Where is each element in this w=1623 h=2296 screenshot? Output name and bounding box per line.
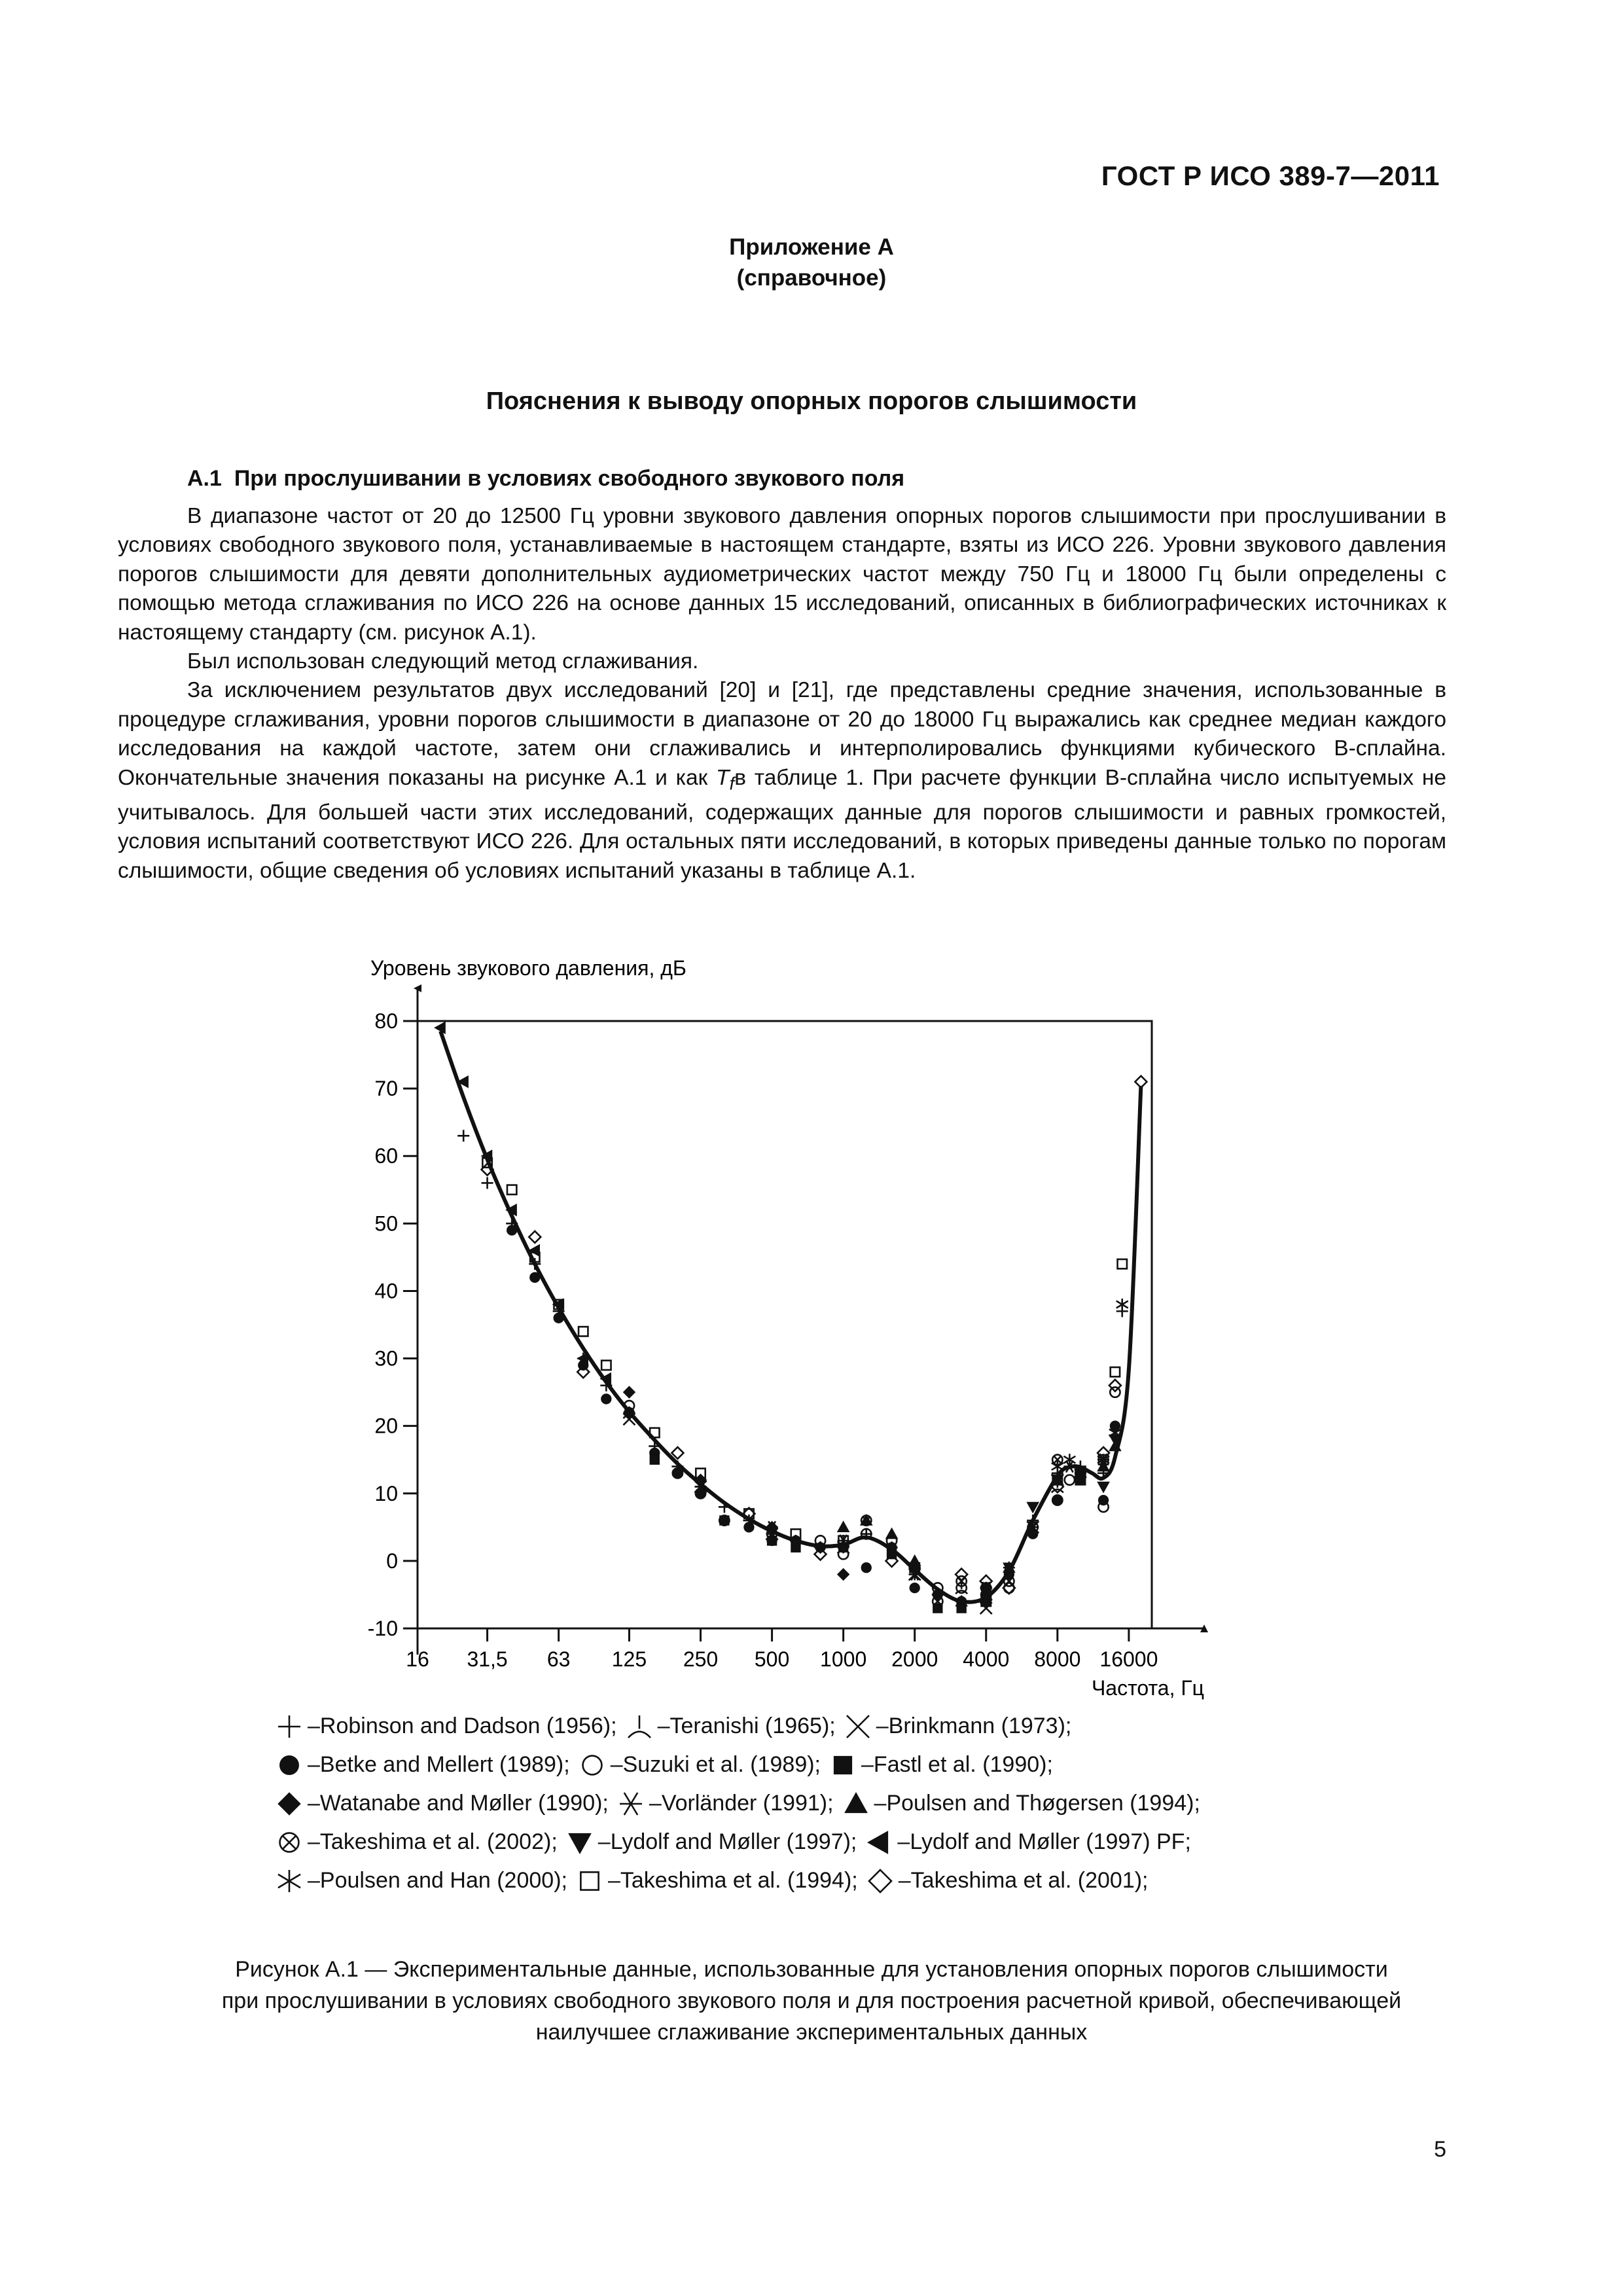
- y-tick-label: 70: [374, 1077, 398, 1101]
- subsection-number: А.1: [187, 466, 222, 491]
- y-tick-label: 10: [374, 1481, 398, 1505]
- data-point-circle-filled: [601, 1394, 611, 1404]
- chart-curve-layer: [440, 1031, 1141, 1602]
- legend-item: [275, 1828, 558, 1857]
- legend-label: Vorländer (1991);: [661, 1791, 834, 1816]
- data-point-diamond-filled: [623, 1386, 635, 1398]
- x-tick-label: 1000: [820, 1647, 867, 1671]
- legend-item: [616, 1789, 834, 1818]
- y-tick-label: 20: [374, 1414, 398, 1438]
- caption-line-3: наилучшее сглаживание экспериментальных данных: [535, 2020, 1088, 2045]
- asterisk-marker-icon: [275, 1867, 304, 1895]
- x-marker-icon: [844, 1712, 872, 1741]
- x-tick-label: 16000: [1099, 1647, 1158, 1671]
- data-point-circle-filled: [744, 1522, 754, 1532]
- x-tick-label: 2000: [891, 1647, 938, 1671]
- chart-points-layer: [435, 1022, 1147, 1614]
- legend-marker: [580, 1872, 598, 1890]
- legend-row: [275, 1784, 1348, 1823]
- y-axis-label: Уровень звукового давления, дБ: [370, 956, 687, 980]
- annex-title: Приложение А: [729, 234, 894, 260]
- legend-label: Poulsen and Thøgersen (1994);: [886, 1791, 1200, 1816]
- legend-separator: –: [308, 1713, 320, 1738]
- data-point-circle-filled: [861, 1563, 871, 1573]
- data-point-triangle-filled: [838, 1521, 849, 1532]
- plus-marker-icon: [275, 1712, 304, 1741]
- legend-separator: –: [308, 1868, 320, 1893]
- data-point-circle-filled: [554, 1313, 563, 1323]
- legend-item: [565, 1828, 857, 1857]
- legend-item: [865, 1828, 1191, 1857]
- legend-marker: [834, 1756, 851, 1774]
- y-tick-label: 50: [374, 1211, 398, 1236]
- legend-label: Watanabe and Møller (1990);: [319, 1791, 609, 1816]
- y-tick-label: 30: [374, 1346, 398, 1371]
- legend-marker: [847, 1715, 869, 1738]
- legend-item: [829, 1751, 1053, 1780]
- legend-separator: –: [861, 1752, 874, 1777]
- x-tick-label: 125: [611, 1647, 647, 1671]
- data-point-circle-filled: [530, 1272, 540, 1282]
- paragraph-2: Был использован следующий метод сглаживания.: [187, 649, 699, 674]
- legend-marker: [280, 1755, 299, 1774]
- x-tick-label: 8000: [1034, 1647, 1081, 1671]
- legend-marker: [628, 1715, 651, 1738]
- legend-marker: [845, 1793, 867, 1813]
- legend-row: [275, 1823, 1348, 1861]
- figure-caption: [118, 1954, 1505, 2048]
- data-point-triangle-filled: [886, 1528, 898, 1539]
- legend-item: [275, 1712, 617, 1741]
- data-point-plus: [719, 1501, 730, 1513]
- page-number: 5: [1434, 2137, 1446, 2162]
- x-tick-label: 4000: [963, 1647, 1010, 1671]
- data-point-plus: [457, 1130, 469, 1141]
- legend-marker: [620, 1793, 642, 1815]
- y-tick-label: 0: [386, 1549, 398, 1573]
- legend-item: [275, 1751, 570, 1780]
- legend-separator: –: [657, 1713, 670, 1738]
- legend-marker: [869, 1870, 891, 1892]
- standard-code: ГОСТ Р ИСО 389-7—2011: [1101, 160, 1440, 191]
- data-point-diamond-open: [529, 1231, 541, 1243]
- y-tick-label: -10: [367, 1617, 398, 1640]
- legend-separator: –: [898, 1868, 911, 1893]
- caption-line-1: Рисунок А.1 — Экспериментальные данные, использованные для установления опорных порогов слышимости: [235, 1957, 1388, 1982]
- legend-label: Lydolf and Møller (1997);: [610, 1829, 857, 1854]
- legend-marker: [278, 1793, 300, 1815]
- legend-label: Lydolf and Møller (1997) PF;: [910, 1829, 1191, 1854]
- legend-marker: [278, 1715, 300, 1738]
- data-point-circle-filled: [507, 1225, 517, 1235]
- data-point-diamond-filled: [838, 1569, 849, 1581]
- legend-separator: –: [607, 1868, 620, 1893]
- circle-filled-marker-icon: [275, 1751, 304, 1780]
- data-point-square-open: [601, 1361, 611, 1370]
- subsection-title: При прослушивании в условиях свободного звукового поля: [234, 466, 905, 491]
- chart-axes: [368, 988, 1204, 1671]
- square-open-marker-icon: [575, 1867, 604, 1895]
- data-point-circle-filled: [910, 1583, 919, 1592]
- diamond-filled-marker-icon: [275, 1789, 304, 1818]
- legend-marker: [582, 1755, 601, 1774]
- data-point-square-open: [1118, 1259, 1127, 1268]
- triangle-filled-marker-icon: [842, 1789, 870, 1818]
- legend-item: [275, 1789, 609, 1818]
- legend-item: [578, 1751, 821, 1780]
- section-title: Пояснения к выводу опорных порогов слышимости: [486, 387, 1137, 415]
- data-point-square-filled: [767, 1536, 776, 1545]
- data-point-square-open: [579, 1327, 588, 1336]
- legend-separator: –: [649, 1791, 662, 1816]
- legend-item: [866, 1867, 1149, 1895]
- legend-marker: [278, 1870, 300, 1892]
- legend-label: Brinkmann (1973);: [888, 1713, 1072, 1738]
- x-axis-label: Частота, Гц: [1091, 1676, 1204, 1700]
- legend-item: [844, 1712, 1072, 1741]
- legend-marker: [569, 1833, 591, 1854]
- data-point-plus: [482, 1177, 493, 1189]
- legend-label: Poulsen and Han (2000);: [319, 1868, 567, 1893]
- smoothed-threshold-curve: [440, 1031, 1141, 1602]
- data-point-square-open: [1111, 1367, 1120, 1376]
- circle-x-marker-icon: [275, 1828, 304, 1857]
- legend-row: [275, 1861, 1348, 1900]
- legend-separator: –: [308, 1829, 320, 1854]
- paragraph-3-start: За исключением результатов двух исследований [20] и [21], где представлены средние значения, использованные в процедуре сглаживания, уровни порогов слышимости в диапазоне от 20 до 18000 Гц выражались как среднее медиан каждого исследования на каждой частоте, затем они сглаживались и интерполировались функциями кубического В-сплайна. Окончательные значения показаны на рисунке А.1 и как: [118, 678, 1446, 790]
- data-point-square-filled: [650, 1455, 659, 1464]
- paragraph-3-end: в таблице 1. При расчете функции В-сплайна число испытуемых не учитывалось. Для большей части этих исследований, содержащих данные для порогов слышимости и равных громкостей, условия испытаний соответствуют ИСО 226. Для остальных пяти исследований, в которых приведены данные только по порогам слышимости, общие сведения об условиях испытаний указаны в таблице А.1.: [118, 765, 1446, 883]
- legend-marker: [280, 1833, 299, 1852]
- data-point-asterisk: [1116, 1299, 1128, 1310]
- annex-subtitle: (справочное): [736, 265, 887, 291]
- legend-label: Takeshima et al. (2001);: [910, 1868, 1149, 1893]
- triangle-left-marker-icon: [865, 1828, 893, 1857]
- legend-separator: –: [308, 1791, 320, 1816]
- legend-separator: –: [876, 1713, 889, 1738]
- legend-label: Betke and Mellert (1989);: [319, 1752, 570, 1777]
- legend-label: Teranishi (1965);: [669, 1713, 836, 1738]
- data-point-asterisk: [1063, 1454, 1075, 1465]
- tf-symbol: T: [715, 765, 730, 790]
- legend-separator: –: [610, 1752, 623, 1777]
- square-filled-marker-icon: [829, 1751, 857, 1780]
- legend-separator: –: [308, 1752, 320, 1777]
- legend-item: [575, 1867, 858, 1895]
- x-tick-label: 31,5: [467, 1647, 508, 1671]
- legend-separator: –: [897, 1829, 910, 1854]
- vorlander-marker-icon: [616, 1789, 645, 1818]
- legend-separator: –: [597, 1829, 611, 1854]
- paragraph-1: В диапазоне частот от 20 до 12500 Гц уровни звукового давления опорных порогов слышимости при прослушивании в условиях свободного звукового поля, устанавливаемые в настоящем стандарте, взяты из ИСО 226. Уровни звукового давления порогов слышимости для девяти дополнительных аудиометрических частот между 750 Гц и 18000 Гц были определены с помощью метода сглаживания по ИСО 226 на основе данных 15 исследований, описанных в библиографических источниках к настоящему стандарту (см. рисунок А.1).: [118, 504, 1446, 645]
- legend-label: Fastl et al. (1990);: [873, 1752, 1053, 1777]
- legend-item: [842, 1789, 1200, 1818]
- x-tick-label: 500: [754, 1647, 790, 1671]
- legend-row: [275, 1746, 1348, 1784]
- y-tick-label: 60: [374, 1144, 398, 1168]
- y-tick-label: 40: [374, 1279, 398, 1303]
- data-point-square-filled: [838, 1543, 847, 1552]
- y-tick-label: 80: [374, 1009, 398, 1033]
- x-tick-label: 16: [406, 1647, 429, 1671]
- caption-line-2: при прослушивании в условиях свободного звукового поля и для построения расчетной кривой, обеспечивающей: [221, 1988, 1402, 2013]
- legend-label: Takeshima et al. (1994);: [620, 1868, 858, 1893]
- circle-open-marker-icon: [578, 1751, 607, 1780]
- data-point-circle-open: [1065, 1475, 1075, 1485]
- legend-row: [275, 1707, 1348, 1746]
- legend-item: [625, 1712, 836, 1741]
- chart-legend: [275, 1707, 1348, 1900]
- diamond-open-marker-icon: [866, 1867, 895, 1895]
- legend-separator: –: [874, 1791, 887, 1816]
- x-tick-label: 250: [683, 1647, 719, 1671]
- tf-subscript: f: [729, 773, 735, 794]
- data-point-triangle-down: [1097, 1482, 1109, 1492]
- legend-label: Robinson and Dadson (1956);: [319, 1713, 617, 1738]
- teranishi-marker-icon: [625, 1712, 654, 1741]
- legend-item: [275, 1867, 567, 1895]
- legend-label: Takeshima et al. (2002);: [319, 1829, 558, 1854]
- data-point-square-filled: [791, 1543, 800, 1552]
- x-tick-label: 63: [546, 1647, 571, 1671]
- data-point-square-open: [507, 1185, 516, 1194]
- legend-label: Suzuki et al. (1989);: [622, 1752, 821, 1777]
- legend-marker: [868, 1831, 888, 1854]
- triangle-down-marker-icon: [565, 1828, 594, 1857]
